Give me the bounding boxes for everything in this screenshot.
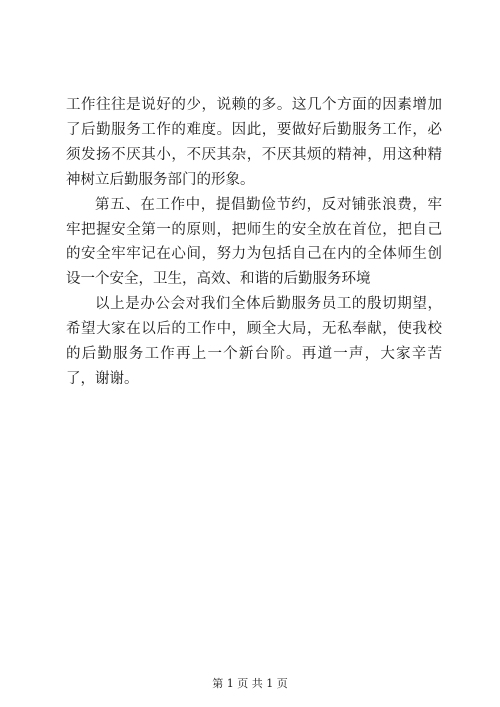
paragraph-continuation: 工作往往是说好的少，说赖的多。这几个方面的因素增加了后勤服务工作的难度。因此，要做好后勤服务工作，必须发扬不厌其小，不厌其杂，不厌其烦的精神，用这种精神树立后勤服务部门的形象。: [66, 97, 442, 188]
paragraph-closing: 以上是办公会对我们全体后勤服务员工的殷切期望，希望大家在以后的工作中，顾全大局，无私奉献，使我校的后勤服务工作再上一个新台阶。再道一声，大家辛苦了，谢谢。: [66, 296, 442, 387]
document-body: [66, 93, 442, 392]
paragraph-point-five: 第五、在工作中，提倡勤俭节约，反对铺张浪费，牢牢把握安全第一的原则，把师生的安全放在首位，把自己的安全牢牢记在心间，努力为包括自己在内的全体师生创设一个安全，卫生，高效、和谐的后勤服务环境: [66, 196, 442, 288]
page-footer: 第 1 页 共 1 页: [212, 677, 288, 690]
